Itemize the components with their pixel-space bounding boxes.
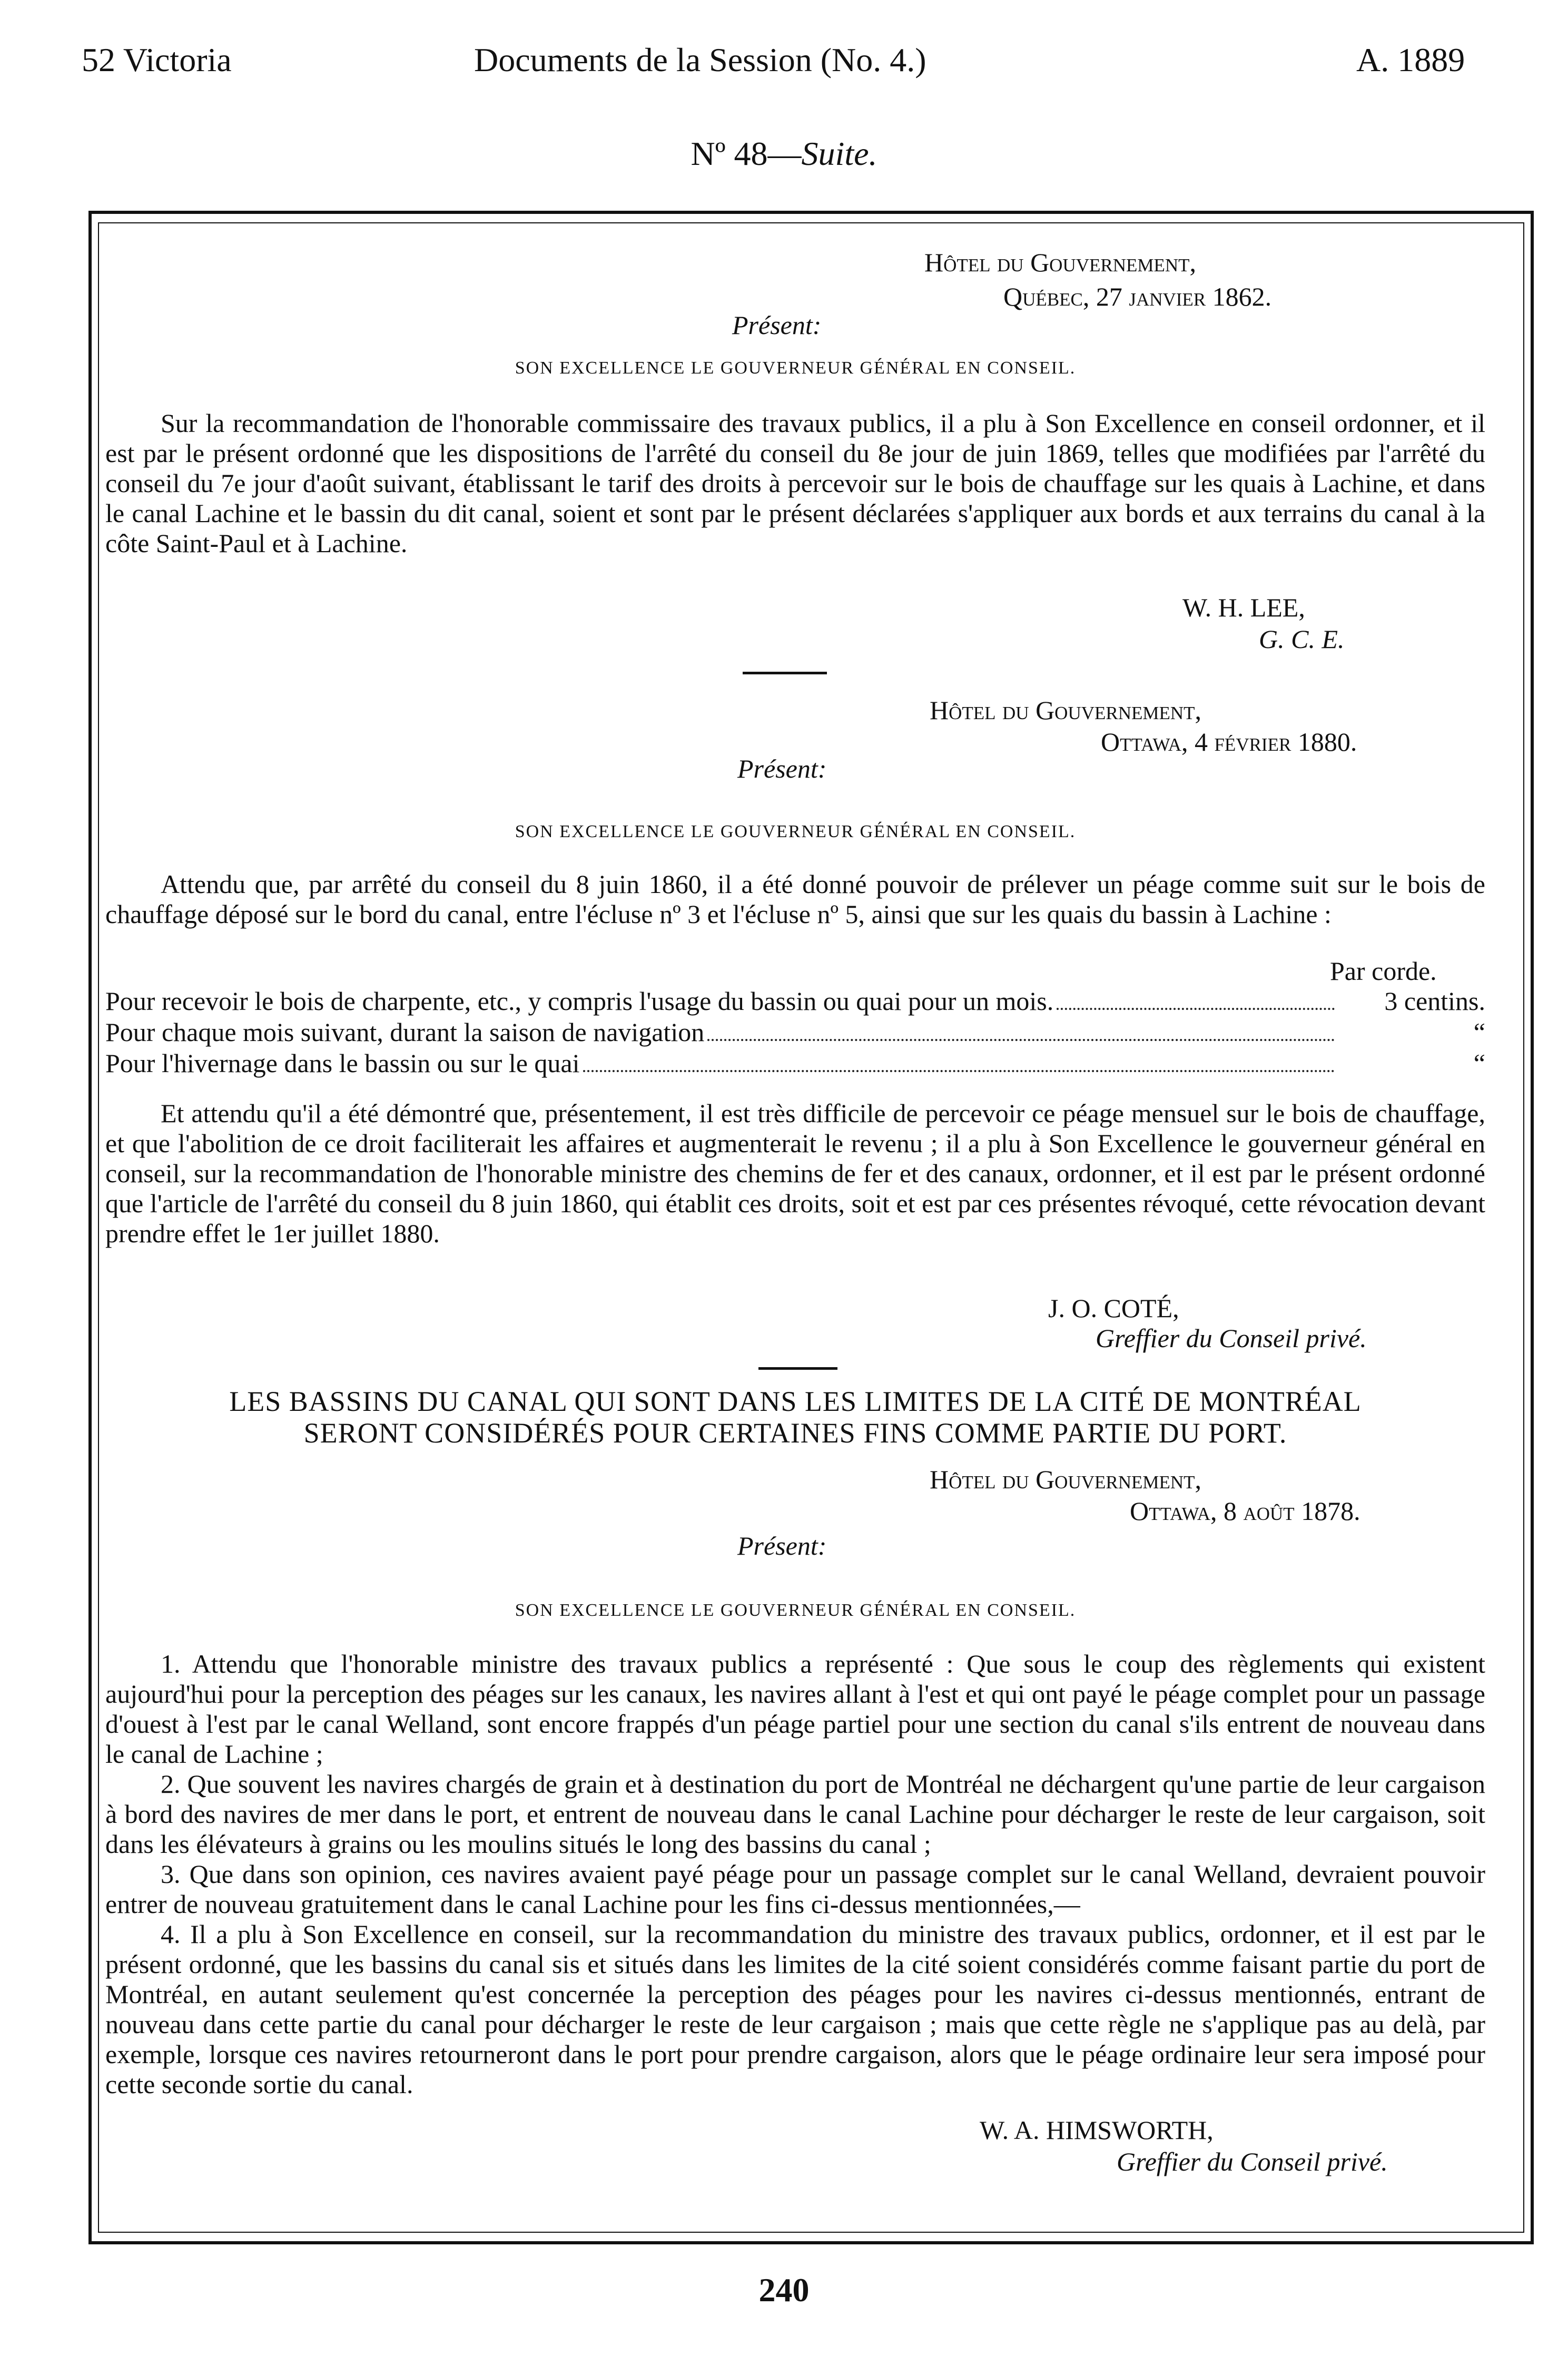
s2-per-cord: Par corde. (1330, 956, 1437, 986)
s3-title-line2: SERONT CONSIDÉRÉS POUR CERTAINES FINS COMME PARTIE DU PORT. (303, 1417, 1287, 1449)
tariff-leader (1057, 1008, 1335, 1010)
tariff-value: “ (1473, 1048, 1485, 1078)
running-header-year: A. 1889 (1356, 41, 1465, 78)
document-suite-label: Suite. (801, 135, 877, 172)
tariff-value: 3 centins. (1384, 986, 1485, 1016)
section-divider-1 (743, 672, 827, 674)
s3-present: Présent: (737, 1531, 827, 1561)
tariff-row (105, 1048, 1485, 1079)
s3-signature-name: W. A. HIMSWORTH, (980, 2115, 1214, 2145)
s2-intro: Attendu que, par arrêté du conseil du 8 juin 1860, il a été donné pouvoir de prélever un péage comme suit sur le bois de chauffage déposé sur le bord du canal, entre l'écluse nº 3 et l'écluse nº 5, ainsi que sur les quais du bassin à Lachine : (105, 869, 1485, 929)
tariff-label: Pour chaque mois suivant, durant la saison de navigation (105, 1017, 705, 1047)
s2-body: Et attendu qu'il a été démontré que, présentement, il est très difficile de percevoir ce péage mensuel sur le bois de chauffage, et que l'abolition de ce droit faciliterait les affaires et augmenterait le revenu ; il a plu à Son Excellence le gouverneur général en conseil, sur la recommandation de l'honorable ministre des chemins de fer et des canaux, ordonner, et il est par le présent ordonné que l'article de l'arrêté du conseil du 8 juin 1860, qui établit ces droits, soit et est par ces présentes révoqué, cette révocation devant prendre effet le 1er juillet 1880. (105, 1098, 1485, 1248)
running-header-left: 52 Victoria (82, 41, 232, 78)
s2-signature-title: Greffier du Conseil privé. (1096, 1323, 1367, 1353)
s2-place-date: Ottawa, 4 février 1880. (1101, 727, 1357, 757)
s2-hotel: Hôtel du Gouvernement, (930, 695, 1202, 725)
document-number (0, 134, 1568, 173)
tariff-row (105, 1017, 1485, 1048)
s1-hotel: Hôtel du Gouvernement, (924, 248, 1197, 277)
s2-tariff-list (105, 986, 1485, 1079)
s3-item: 2. Que souvent les navires chargés de grain et à destination du port de Montréal ne déchargent qu'une partie de leur cargaison à bord des navires de mer dans le port, et entrent de nouveau dans le canal Lachine pour décharger le reste de leur cargaison, soit dans les élévateurs à grains ou les moulins situés le long des bassins du canal ; (105, 1769, 1485, 1859)
s1-body: Sur la recommandation de l'honorable commissaire des travaux publics, il a plu à Son Excellence en conseil ordonner, et il est par le présent ordonné que les dispositions de l'arrêté du conseil du 8e jour de juin 1869, telles que modifiées par l'arrêté du conseil du 7e jour d'août suivant, établissant le tarif des droits à percevoir sur le bois de chauffage sur les quais à Lachine, et dans le canal Lachine et le bassin du dit canal, soient et sont par le présent déclarées s'appliquer aux bords et aux terrains du canal à la côte Saint-Paul et à Lachine. (105, 408, 1485, 558)
s3-items (105, 1649, 1485, 2099)
s1-council: SON EXCELLENCE LE GOUVERNEUR GÉNÉRAL EN CONSEIL. (515, 358, 1076, 378)
s1-signature-name: W. H. LEE, (1182, 593, 1305, 622)
tariff-value: “ (1473, 1017, 1485, 1047)
s3-item: 3. Que dans son opinion, ces navires avaient payé péage pour un passage complet sur le canal Welland, devraient pouvoir entrer de nouveau gratuitement dans le canal Lachine pour les fins ci-dessus mentionnées,— (105, 1859, 1485, 1919)
s2-signature-name: J. O. COTÉ, (1048, 1293, 1179, 1323)
s2-present: Présent: (737, 754, 827, 783)
s1-signature-title: G. C. E. (1259, 624, 1345, 654)
tariff-leader (583, 1070, 1335, 1072)
section-divider-2 (758, 1367, 837, 1370)
tariff-label: Pour recevoir le bois de charpente, etc., y compris l'usage du bassin ou quai pour un mois. (105, 986, 1054, 1016)
s3-item: 4. Il a plu à Son Excellence en conseil, sur la recommandation du ministre des travaux publics, ordonner, et il est par le présent ordonné, que les bassins du canal sis et situés dans les limites de la cité soient considérés comme faisant partie du port de Montréal, en autant seulement qu'est concernée la perception des péages pour les navires ci-dessus mentionnés, entrant de nouveau dans cette partie du canal pour décharger le reste de leur cargaison ; mais que cette règle ne s'applique pas au delà, par exemple, lorsque ces navires retourneront dans le port pour prendre cargaison, alors que le péage ordinaire leur sera imposé pour cette seconde sortie du canal. (105, 1919, 1485, 2099)
s3-item: 1. Attendu que l'honorable ministre des travaux publics a représenté : Que sous le coup des règlements qui existent aujourd'hui pour la perception des péages sur les canaux, les navires allant à l'est et qui ont payé le péage complet pour un passage d'ouest à l'est par le canal Welland, sont encore frappés d'un péage partiel pour une section du canal s'ils entrent de nouveau dans le canal de Lachine ; (105, 1649, 1485, 1769)
s3-signature-title: Greffier du Conseil privé. (1117, 2147, 1388, 2176)
s3-place-date: Ottawa, 8 août 1878. (1130, 1496, 1360, 1526)
tariff-row (105, 986, 1485, 1017)
tariff-leader (707, 1039, 1335, 1041)
s1-present: Présent: (732, 310, 822, 340)
s3-title-line1: LES BASSINS DU CANAL QUI SONT DANS LES LIMITES DE LA CITÉ DE MONTRÉAL (229, 1386, 1362, 1417)
page-number: 240 (758, 2271, 810, 2309)
tariff-label: Pour l'hivernage dans le bassin ou sur le quai (105, 1048, 580, 1078)
s2-council: SON EXCELLENCE LE GOUVERNEUR GÉNÉRAL EN CONSEIL. (515, 822, 1076, 841)
document-number-label: Nº 48— (691, 135, 802, 172)
running-header-title: Documents de la Session (No. 4.) (474, 41, 926, 78)
s1-place-date: Québec, 27 janvier 1862. (1003, 282, 1272, 311)
s3-hotel: Hôtel du Gouvernement, (930, 1465, 1202, 1494)
s3-council: SON EXCELLENCE LE GOUVERNEUR GÉNÉRAL EN CONSEIL. (515, 1601, 1076, 1620)
